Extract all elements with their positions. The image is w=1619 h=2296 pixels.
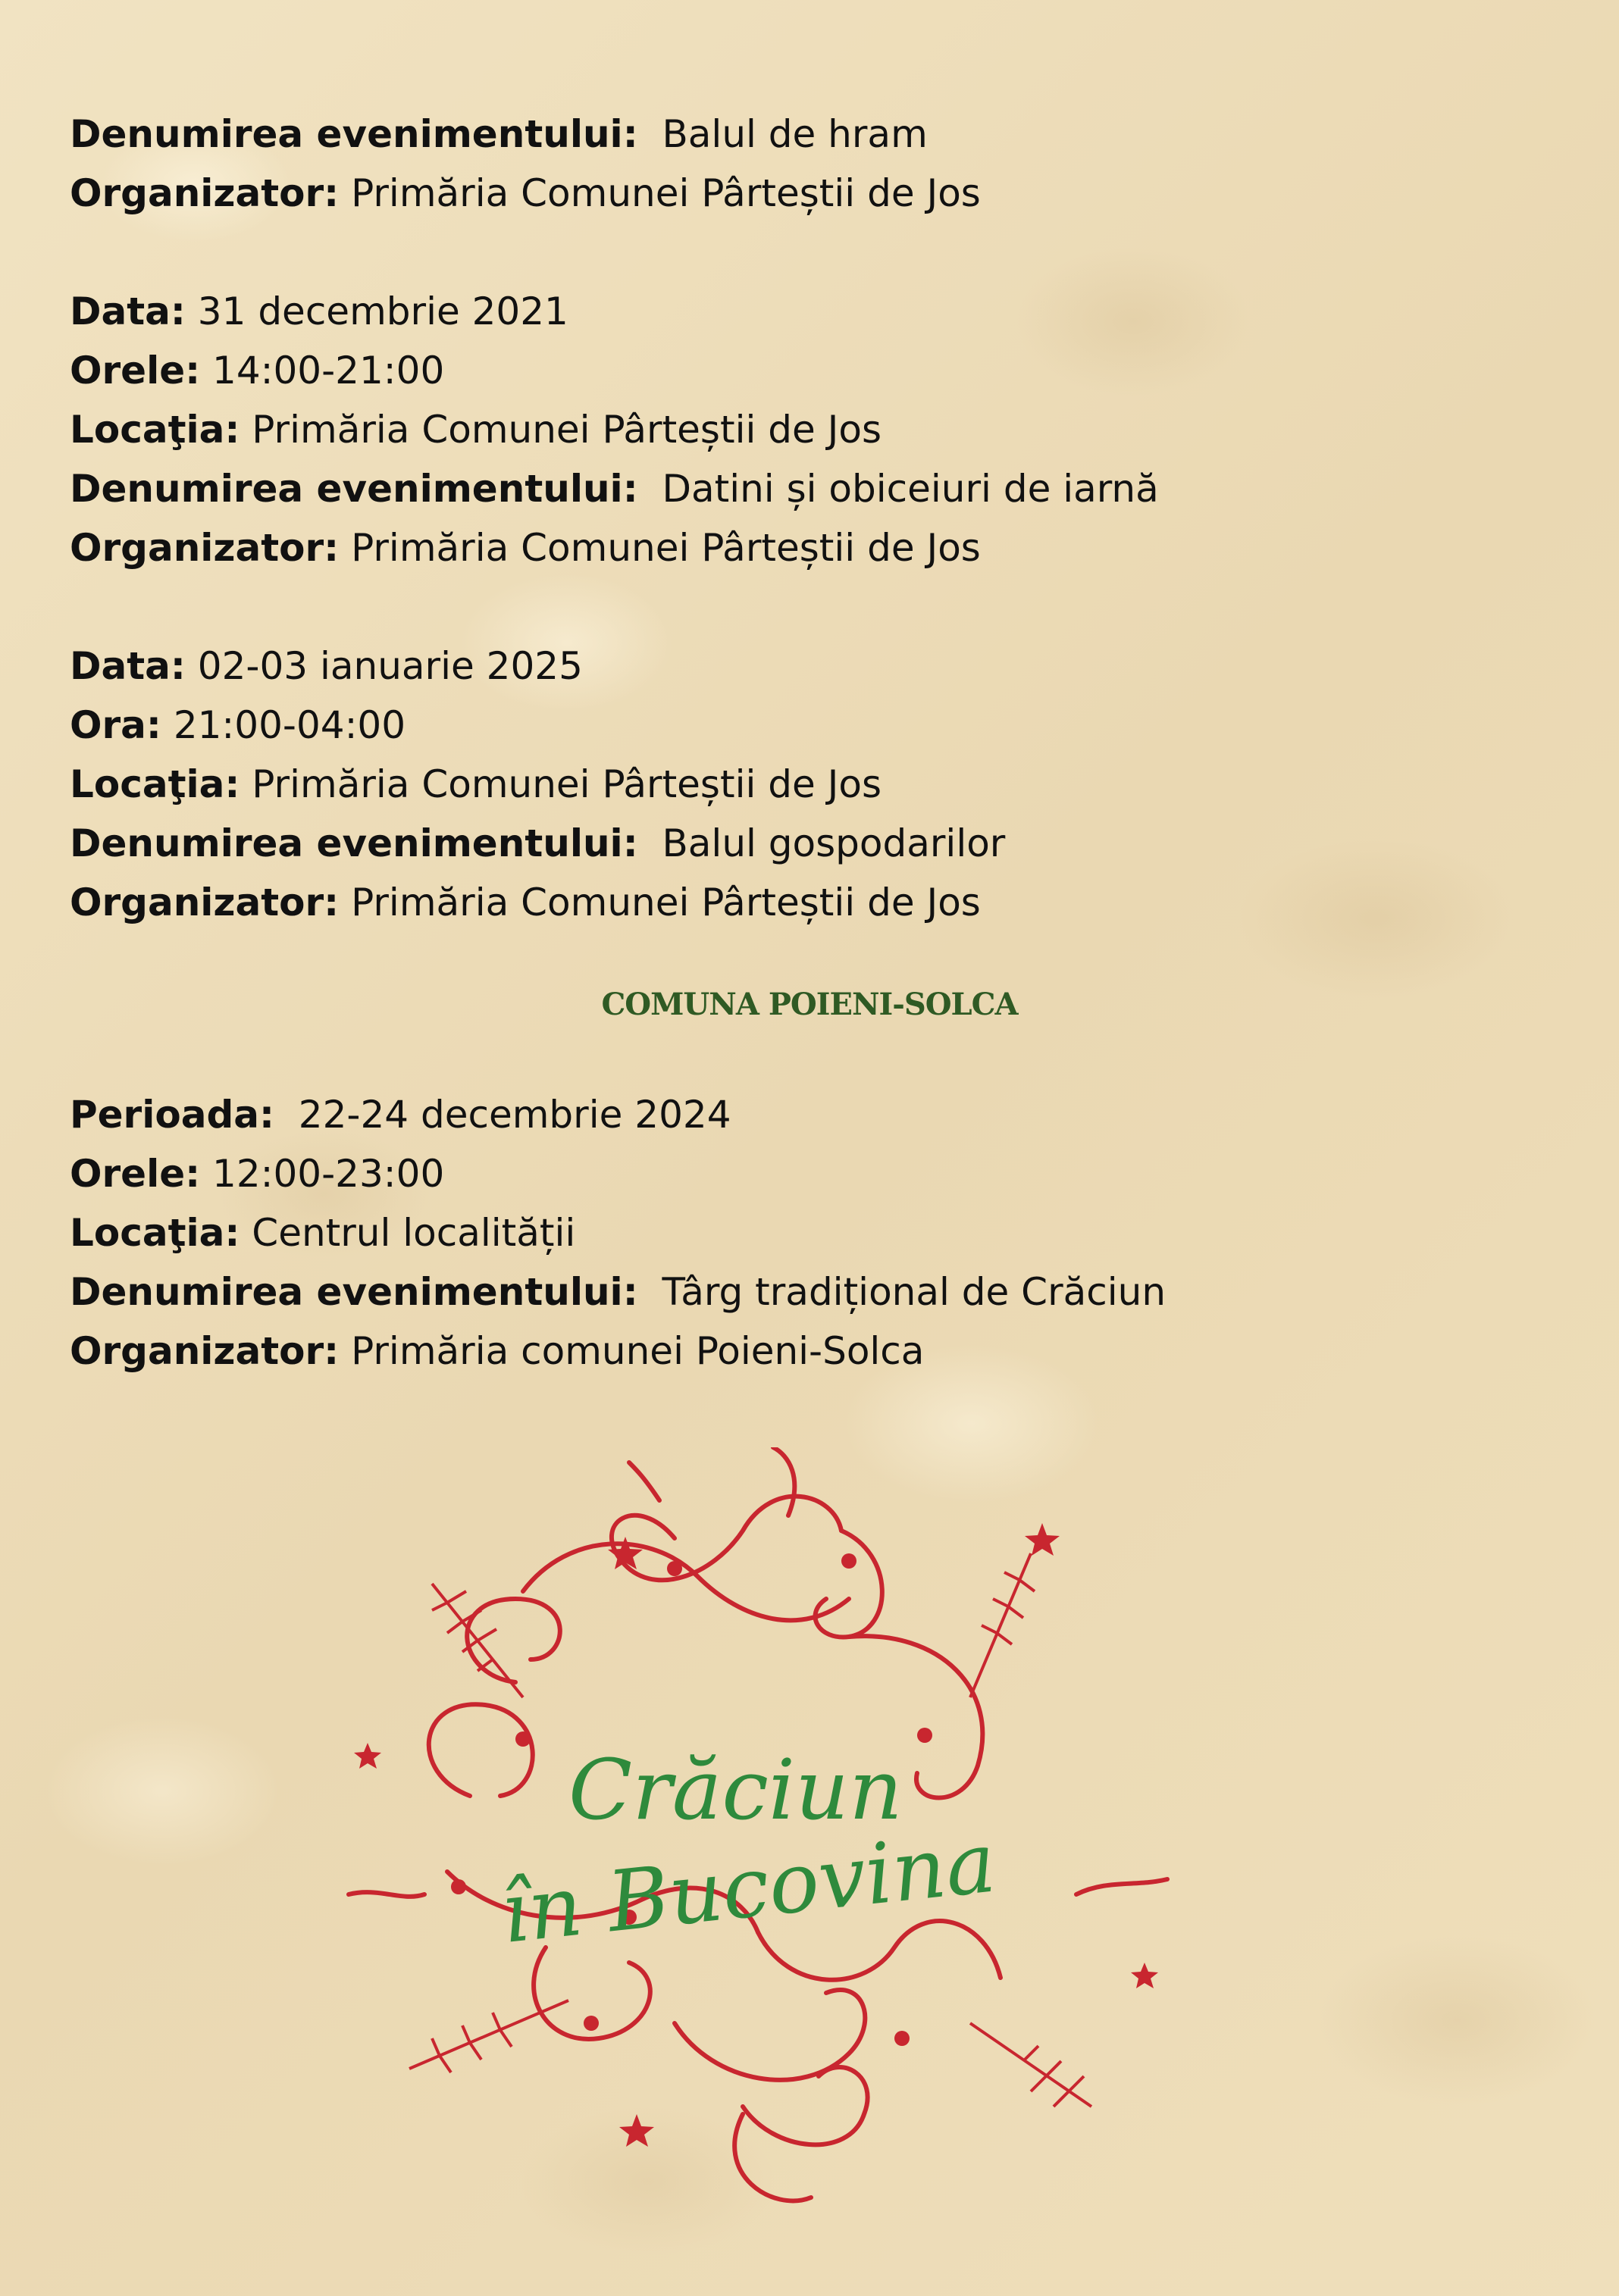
organizer-value: Primăria Comunei Pârteștii de Jos	[351, 171, 981, 215]
location-label: Locaţia:	[70, 408, 240, 452]
spacer	[70, 223, 1548, 282]
logo-line2: în Bucovina	[496, 1813, 1001, 1963]
hours-label: Ora:	[70, 703, 161, 747]
organizer-label: Organizator:	[70, 881, 340, 924]
hours-value: 12:00-23:00	[212, 1152, 445, 1196]
date-value: 02-03 ianuarie 2025	[197, 644, 583, 688]
event-name-label: Denumirea evenimentului:	[70, 112, 638, 156]
period-label: Perioada:	[70, 1093, 274, 1137]
date-row	[70, 637, 1548, 696]
event-name-value: Balul gospodarilor	[662, 821, 1006, 865]
hours-row	[70, 341, 1548, 400]
hours-value: 21:00-04:00	[173, 703, 406, 747]
organizer-row	[70, 518, 1548, 577]
location-value: Centrul localității	[252, 1211, 576, 1255]
location-label: Locaţia:	[70, 762, 240, 806]
event-name-label: Denumirea evenimentului:	[70, 821, 638, 865]
hours-row	[70, 1144, 1166, 1203]
hours-row	[70, 696, 1548, 755]
location-label: Locaţia:	[70, 1211, 240, 1255]
organizer-row	[70, 873, 1548, 932]
date-label: Data:	[70, 289, 186, 333]
date-label: Data:	[70, 644, 186, 688]
events-list	[70, 105, 1548, 932]
organizer-label: Organizator:	[70, 171, 340, 215]
organizer-value: Primăria Comunei Pârteștii de Jos	[351, 526, 981, 570]
organizer-label: Organizator:	[70, 1329, 340, 1373]
event-name-row	[70, 814, 1548, 873]
organizer-row	[70, 164, 1548, 223]
event-name-value: Datini și obiceiuri de iarnă	[662, 467, 1159, 511]
event-name-label: Denumirea evenimentului:	[70, 467, 638, 511]
period-value: 22-24 decembrie 2024	[298, 1093, 731, 1137]
hours-label: Orele:	[70, 1152, 201, 1196]
event-name-row	[70, 105, 1548, 164]
craciun-in-bucovina-logo	[318, 1447, 1228, 2228]
hours-label: Orele:	[70, 349, 201, 393]
logo-line1: Crăciun	[568, 1741, 903, 1838]
location-row	[70, 1203, 1166, 1262]
event-name-label: Denumirea evenimentului:	[70, 1270, 638, 1314]
organizer-value: Primăria Comunei Pârteștii de Jos	[351, 881, 981, 924]
event-name-value: Balul de hram	[662, 112, 928, 156]
hours-value: 14:00-21:00	[212, 349, 445, 393]
date-row	[70, 282, 1548, 341]
event-name-value: Târg tradițional de Crăciun	[662, 1270, 1166, 1314]
events-list-poieni-solca	[70, 1085, 1166, 1381]
period-row	[70, 1085, 1166, 1144]
section-title: COMUNA POIENI-SOLCA	[601, 987, 1018, 1022]
organizer-row	[70, 1322, 1166, 1381]
event-name-row	[70, 1262, 1166, 1322]
organizer-label: Organizator:	[70, 526, 340, 570]
organizer-value: Primăria comunei Poieni-Solca	[351, 1329, 925, 1373]
event-name-row	[70, 459, 1548, 518]
location-value: Primăria Comunei Pârteștii de Jos	[252, 762, 882, 806]
location-row	[70, 755, 1548, 814]
date-value: 31 decembrie 2021	[197, 289, 568, 333]
location-row	[70, 400, 1548, 459]
spacer	[70, 577, 1548, 637]
location-value: Primăria Comunei Pârteștii de Jos	[252, 408, 882, 452]
